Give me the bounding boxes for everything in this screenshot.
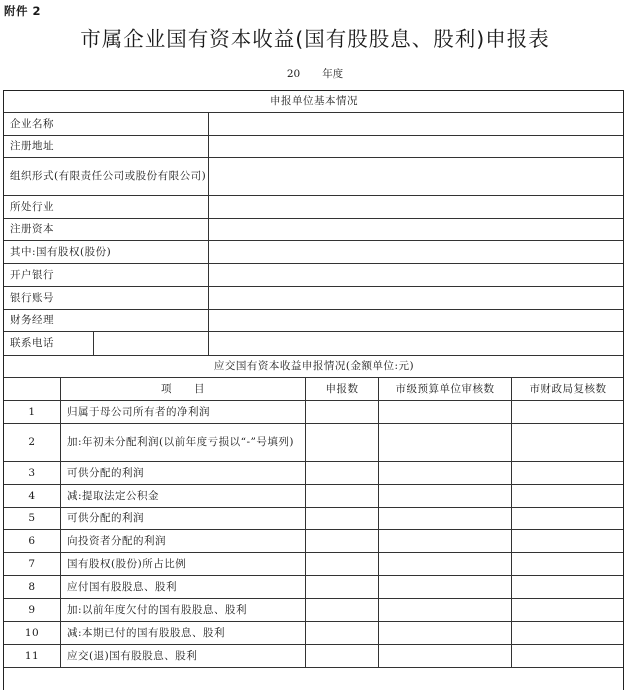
table-row (4, 424, 625, 462)
unit-review-value[interactable] (379, 508, 512, 530)
unit-review-value[interactable] (379, 645, 512, 668)
row-number: 4 (4, 485, 61, 508)
registered-address-row (4, 136, 625, 158)
unit-review-value[interactable] (379, 576, 512, 599)
bureau-review-value[interactable] (512, 401, 625, 424)
table-row (4, 462, 625, 485)
finance-manager-row (4, 310, 625, 332)
finance-manager-label: 财务经理 (4, 310, 209, 332)
bureau-review-value[interactable] (512, 424, 625, 462)
row-item: 可供分配的利润 (61, 508, 306, 530)
unit-review-value[interactable] (379, 401, 512, 424)
industry-label: 所处行业 (4, 196, 209, 219)
declared-value[interactable] (306, 553, 379, 576)
bureau-review-value[interactable] (512, 530, 625, 553)
industry-value[interactable] (209, 196, 625, 219)
declared-value[interactable] (306, 485, 379, 508)
bank-value[interactable] (209, 264, 625, 287)
table-row (4, 401, 625, 424)
trailing-row (4, 668, 625, 690)
registered-capital-label: 注册资本 (4, 219, 209, 241)
bureau-review-value[interactable] (512, 622, 625, 645)
basic-info-header-row (4, 91, 625, 113)
trailing-cell (4, 668, 625, 690)
page-title: 市属企业国有资本收益(国有股股息、股利)申报表 (0, 22, 630, 52)
bureau-review-value[interactable] (512, 553, 625, 576)
unit-review-value[interactable] (379, 530, 512, 553)
row-number: 8 (4, 576, 61, 599)
income-section-title: 应交国有资本收益申报情况(金额单位:元) (4, 356, 625, 378)
declared-value[interactable] (306, 462, 379, 485)
registered-address-value[interactable] (209, 136, 625, 158)
registered-address-label: 注册地址 (4, 136, 209, 158)
row-number: 10 (4, 622, 61, 645)
column-header-item: 项 目 (61, 378, 306, 401)
table-row (4, 576, 625, 599)
column-header-unit-review: 市级预算单位审核数 (379, 378, 512, 401)
column-header-bureau-review: 市财政局复核数 (512, 378, 625, 401)
year-prefix: 20 (287, 68, 300, 80)
row-number: 9 (4, 599, 61, 622)
unit-review-value[interactable] (379, 599, 512, 622)
row-number: 5 (4, 508, 61, 530)
row-item: 减:提取法定公积金 (61, 485, 306, 508)
unit-review-value[interactable] (379, 485, 512, 508)
finance-manager-value[interactable] (209, 310, 625, 332)
state-equity-row (4, 241, 625, 264)
column-header-declared: 申报数 (306, 378, 379, 401)
bank-account-value[interactable] (209, 287, 625, 310)
table-row (4, 485, 625, 508)
company-name-row (4, 113, 625, 136)
table-row (4, 622, 625, 645)
registered-capital-value[interactable] (209, 219, 625, 241)
bureau-review-value[interactable] (512, 462, 625, 485)
registered-capital-row (4, 219, 625, 241)
industry-row (4, 196, 625, 219)
org-form-value[interactable] (209, 158, 625, 196)
unit-review-value[interactable] (379, 462, 512, 485)
declared-value[interactable] (306, 599, 379, 622)
row-item: 应交(退)国有股股息、股利 (61, 645, 306, 668)
row-item: 加:年初未分配利润(以前年度亏损以“-”号填列) (61, 424, 306, 462)
declared-value[interactable] (306, 622, 379, 645)
bank-account-row (4, 287, 625, 310)
bureau-review-value[interactable] (512, 485, 625, 508)
state-equity-value[interactable] (209, 241, 625, 264)
contact-phone-value[interactable] (94, 332, 209, 356)
row-item: 向投资者分配的利润 (61, 530, 306, 553)
row-item: 国有股权(股份)所占比例 (61, 553, 306, 576)
unit-review-value[interactable] (379, 424, 512, 462)
bank-label: 开户银行 (4, 264, 209, 287)
income-column-header-row (4, 378, 625, 401)
declared-value[interactable] (306, 424, 379, 462)
column-header-no (4, 378, 61, 401)
contact-phone-label: 联系电话 (4, 332, 94, 356)
org-form-row (4, 158, 625, 196)
org-form-label: 组织形式(有限责任公司或股份有限公司) (4, 158, 209, 196)
row-number: 11 (4, 645, 61, 668)
bureau-review-value[interactable] (512, 599, 625, 622)
company-name-label: 企业名称 (4, 113, 209, 136)
row-number: 7 (4, 553, 61, 576)
attachment-label: 附件 2 (4, 3, 41, 19)
bureau-review-value[interactable] (512, 645, 625, 668)
bureau-review-value[interactable] (512, 576, 625, 599)
company-name-value[interactable] (209, 113, 625, 136)
row-number: 1 (4, 401, 61, 424)
declared-value[interactable] (306, 530, 379, 553)
row-item: 加:以前年度欠付的国有股股息、股利 (61, 599, 306, 622)
year-suffix: 年度 (322, 68, 343, 80)
bank-account-label: 银行账号 (4, 287, 209, 310)
table-row (4, 645, 625, 668)
unit-review-value[interactable] (379, 622, 512, 645)
contact-phone-row (4, 332, 625, 356)
unit-review-value[interactable] (379, 553, 512, 576)
table-row (4, 508, 625, 530)
declared-value[interactable] (306, 576, 379, 599)
row-number: 3 (4, 462, 61, 485)
bank-row (4, 264, 625, 287)
basic-info-section-title: 申报单位基本情况 (4, 91, 625, 113)
declaration-form (3, 90, 624, 690)
row-item: 减:本期已付的国有股股息、股利 (61, 622, 306, 645)
income-header-row (4, 356, 625, 378)
state-equity-label: 其中:国有股权(股份) (4, 241, 209, 264)
row-item: 可供分配的利润 (61, 462, 306, 485)
table-row (4, 553, 625, 576)
declared-value[interactable] (306, 645, 379, 668)
row-item: 应付国有股股息、股利 (61, 576, 306, 599)
declaration-table (3, 90, 624, 690)
row-number: 6 (4, 530, 61, 553)
contact-extra-value[interactable] (209, 332, 625, 356)
declared-value[interactable] (306, 508, 379, 530)
table-row (4, 599, 625, 622)
table-row (4, 530, 625, 553)
row-item: 归属于母公司所有者的净利润 (61, 401, 306, 424)
declared-value[interactable] (306, 401, 379, 424)
bureau-review-value[interactable] (512, 508, 625, 530)
row-number: 2 (4, 424, 61, 462)
fiscal-year-line (0, 66, 630, 81)
